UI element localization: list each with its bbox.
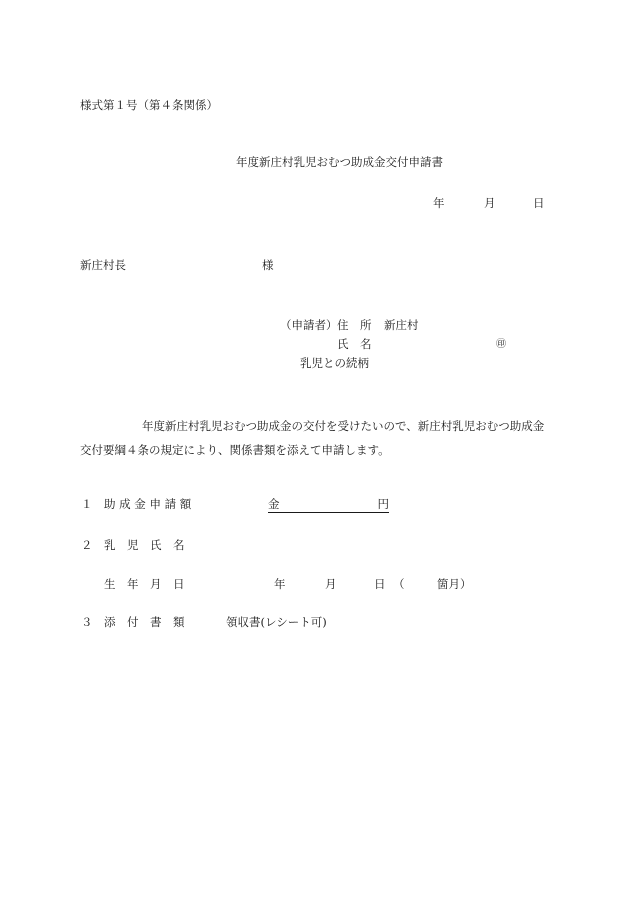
age-months-label: 箇月） — [437, 577, 472, 591]
item3-label: 添 付 書 類 — [104, 615, 185, 629]
addressee-name: 新庄村長 — [80, 258, 126, 272]
item1-label: 助 成 金 申 請 額 — [104, 497, 192, 511]
birth-month-label: 月 — [325, 577, 337, 591]
attached-documents-value: 領収書(レシート可) — [226, 615, 327, 629]
application-statement: 年度新庄村乳児おむつ助成金の交付を受けたいので、新庄村乳児おむつ助成金交付要綱４条の規定により、関係書類を添えて申請します。 — [80, 419, 545, 457]
amount-suffix: 円 — [377, 497, 389, 511]
item2-number: ２ — [81, 538, 93, 552]
birth-year-label: 年 — [274, 577, 286, 591]
item1-number: １ — [81, 497, 93, 511]
amount-prefix: 金 — [268, 497, 280, 511]
applicant-label: （申請者） — [280, 318, 338, 332]
addressee-honorific: 様 — [262, 258, 274, 272]
applicant-address-label: 住 所 — [337, 318, 372, 332]
date-year-label: 年 — [433, 196, 445, 210]
document-title: 年度新庄村乳児おむつ助成金交付申請書 — [236, 155, 443, 169]
relation-label: 乳児との続柄 — [300, 356, 369, 370]
age-open-paren: （ — [393, 577, 405, 591]
birth-day-label: 日 — [374, 577, 386, 591]
item3-number: ３ — [81, 615, 93, 629]
item2-label: 乳 児 氏 名 — [104, 538, 185, 552]
applicant-address-value: 新庄村 — [384, 318, 419, 332]
date-day-label: 日 — [533, 196, 545, 210]
date-month-label: 月 — [484, 196, 496, 210]
amount-field — [268, 499, 389, 513]
form-number: 様式第１号（第４条関係） — [80, 98, 218, 112]
applicant-name-label: 氏 名 — [337, 337, 372, 351]
seal-mark-icon: ㊞ — [496, 339, 506, 350]
birth-date-label: 生 年 月 日 — [104, 577, 185, 591]
